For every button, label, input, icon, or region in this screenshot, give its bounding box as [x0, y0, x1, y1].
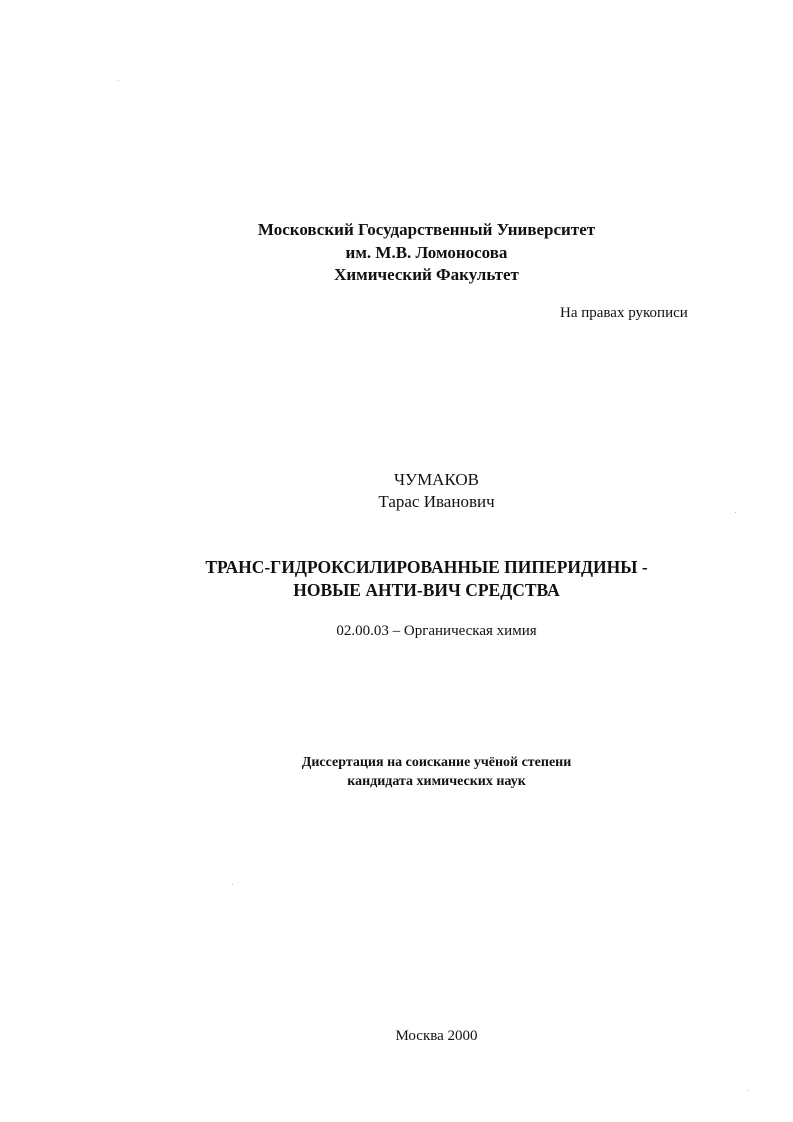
scan-speck	[232, 884, 233, 885]
institution-name: Московский Государственный Университет	[257, 220, 596, 239]
scan-speck	[747, 1090, 748, 1091]
scan-speck	[735, 512, 736, 513]
specialty-code: 02.00.03 – Органическая химия	[336, 623, 537, 639]
scan-speck	[118, 80, 119, 81]
thesis-title-line-2: НОВЫЕ АНТИ-ВИЧ СРЕДСТВА	[293, 580, 560, 600]
faculty-name: Химический Факультет	[334, 265, 519, 284]
dissertation-statement-line-2: кандидата химических наук	[347, 774, 526, 789]
institution-honorific: им. М.В. Ломоносова	[345, 243, 508, 262]
place-and-year: Москва 2000	[395, 1028, 478, 1044]
author-given-names: Тарас Иванович	[378, 492, 495, 511]
manuscript-rights-note: На правах рукописи	[560, 305, 688, 321]
thesis-title-line-1: ТРАНС-ГИДРОКСИЛИРОВАННЫЕ ПИПЕРИДИНЫ -	[205, 557, 648, 577]
dissertation-statement-line-1: Диссертация на соискание учёной степени	[301, 755, 572, 770]
author-surname: ЧУМАКОВ	[393, 470, 479, 489]
